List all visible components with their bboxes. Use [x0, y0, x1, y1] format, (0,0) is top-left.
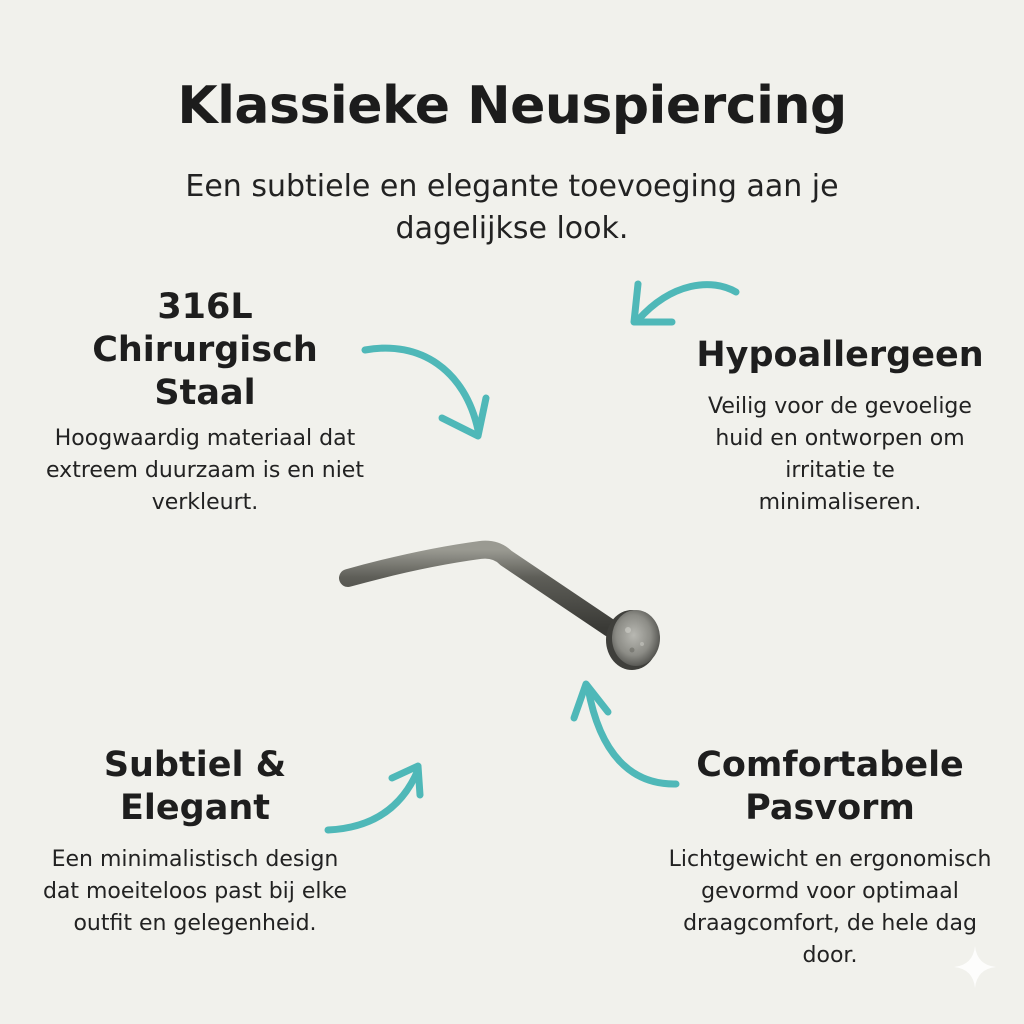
feature-material-description: Hoogwaardig materiaal dat extreem duurzaam is en niet verkleurt.	[46, 426, 364, 515]
feature-elegant-description: Een minimalistisch design dat moeiteloos past bij elke outfit en gelegenheid.	[42, 847, 348, 936]
feature-hypoallergenic-description: Veilig voor de gevoelige huid en ontworpen om irritatie te minimaliseren.	[708, 394, 972, 515]
feature-hypoallergenic-title: Hypoallergeen	[696, 335, 984, 375]
feature-elegant-title: Subtiel & Elegant	[103, 745, 287, 828]
feature-material-title: 316L Chirurgisch Staal	[92, 287, 318, 413]
page-title: Klassieke Neuspiercing	[177, 76, 847, 136]
sparkle-icon	[950, 942, 1000, 992]
page-subtitle: Een subtiele en elegante toevoeging aan je dagelijkse look.	[185, 169, 839, 246]
feature-comfort-description: Lichtgewicht en ergonomisch gevormd voor optimaal draagcomfort, de hele dag door.	[668, 847, 992, 968]
nose-stud-image	[320, 520, 680, 700]
feature-comfort-title: Comfortabele Pasvorm	[696, 745, 964, 828]
